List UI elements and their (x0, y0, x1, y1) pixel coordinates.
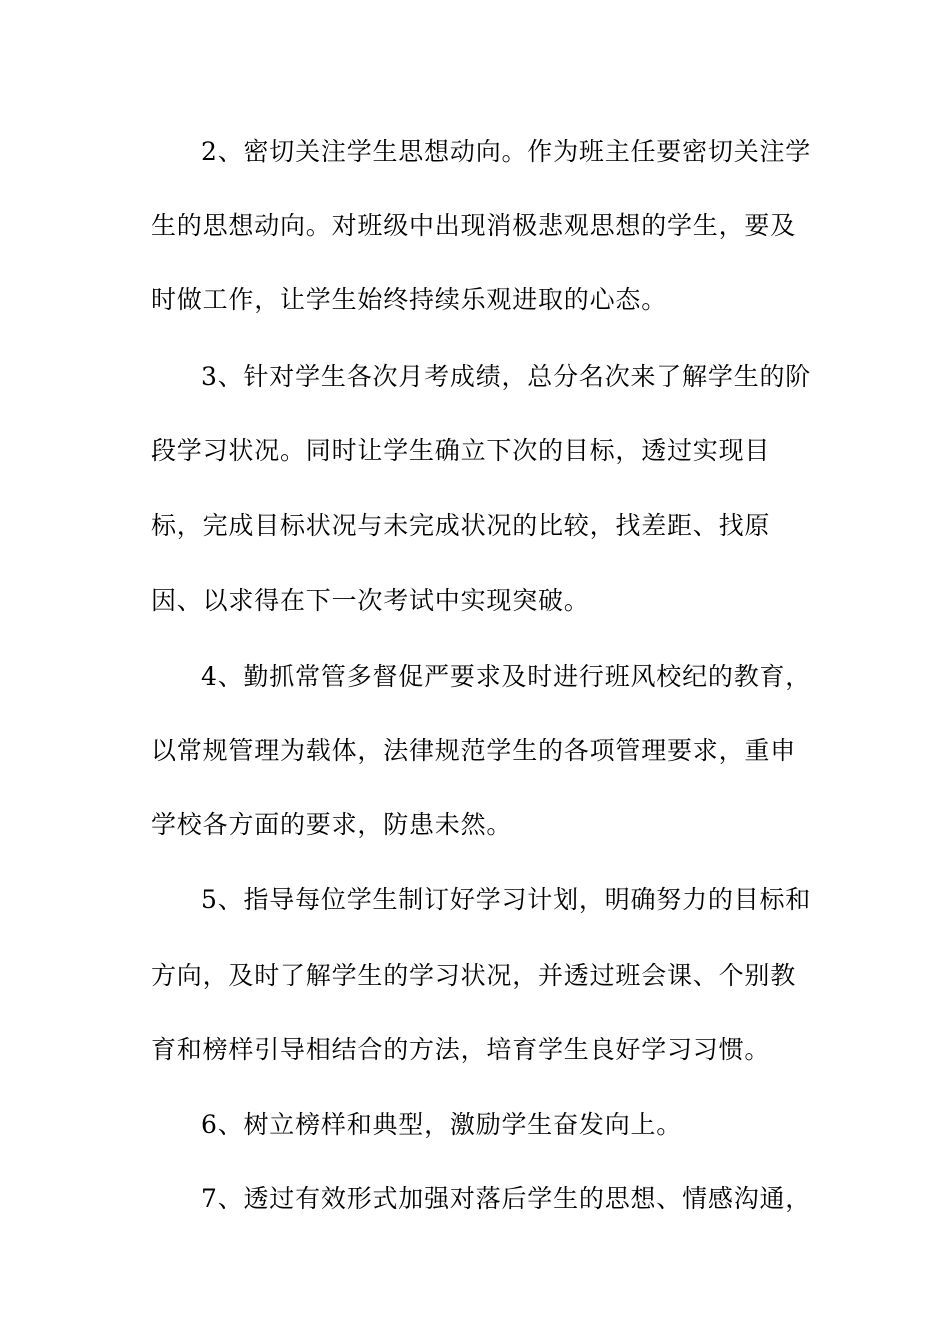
text-line: 学校各方面的要求，防患未然。 (151, 810, 513, 839)
text-line: 3、针对学生各次月考成绩，总分名次来了解学生的阶 (201, 362, 812, 391)
text-line: 7、透过有效形式加强对落后学生的思想、情感沟通， (201, 1184, 812, 1213)
text-line: 5、指导每位学生制订好学习计划，明确努力的目标和 (201, 885, 812, 914)
text-line: 以常规管理为载体，法律规范学生的各项管理要求，重申 (151, 736, 797, 765)
text-line: 生的思想动向。对班级中出现消极悲观思想的学生，要及 (151, 211, 797, 240)
text-line: 6、树立榜样和典型，激励学生奋发向上。 (201, 1110, 683, 1139)
text-line: 2、密切关注学生思想动向。作为班主任要密切关注学 (201, 137, 812, 166)
text-line: 育和榜样引导相结合的方法，培育学生良好学习习惯。 (151, 1035, 771, 1064)
text-line: 时做工作，让学生始终持续乐观进取的心态。 (151, 285, 668, 314)
text-line: 标，完成目标状况与未完成状况的比较，找差距、找原 (151, 511, 771, 540)
text-line: 段学习状况。同时让学生确立下次的目标，透过实现目 (151, 436, 771, 465)
text-line: 方向，及时了解学生的学习状况，并透过班会课、个别教 (151, 961, 797, 990)
text-line: 因、以求得在下一次考试中实现突破。 (151, 586, 590, 615)
text-line: 4、勤抓常管多督促严要求及时进行班风校纪的教育， (201, 662, 812, 691)
